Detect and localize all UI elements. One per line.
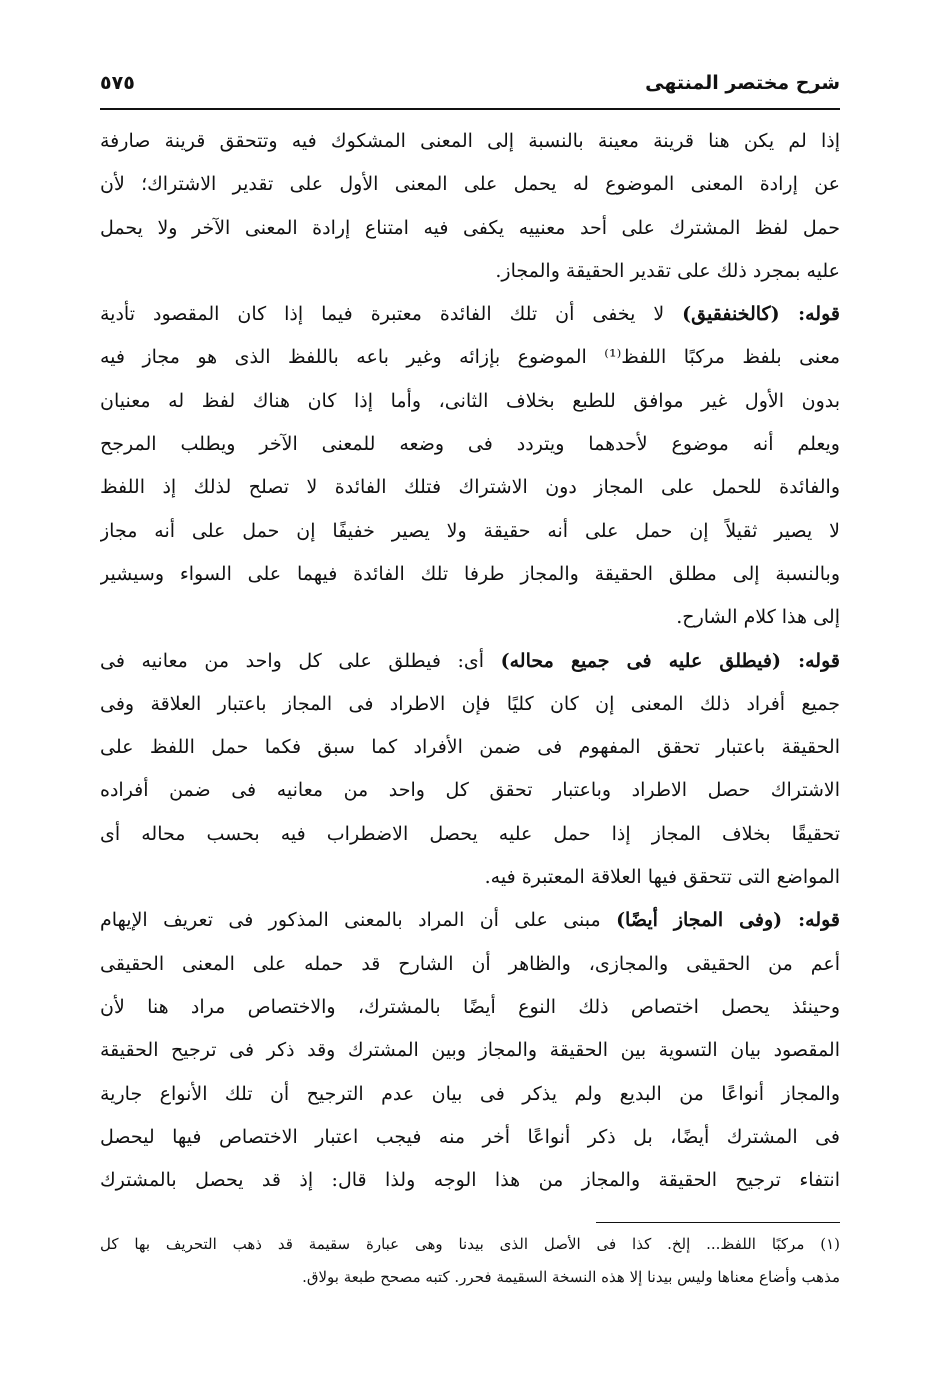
footnote-line: مذهب وأضاع معناها وليس بيدنا إلا هذه النسخة السقيمة فحرر. كتبه مصحح طبعة بولاق. — [302, 1268, 840, 1286]
text-line: المقصود بيان التسوية بين الحقيقة والمجاز وبين المشترك وقد ذكر فى ترجيح الحقيقة — [100, 1039, 840, 1062]
text-run: مبنى على أن المراد بالمعنى المذكور فى تعريف الإيهام — [100, 909, 617, 932]
text-line: عن إرادة المعنى الموضوع له يحمل على المعنى الأول على تقدير الاشتراك؛ لأن — [100, 173, 840, 196]
text-line: وبالنسبة إلى مطلق الحقيقة والمجاز طرفا تلك الفائدة فيهما على السواء وسيشير — [100, 562, 840, 585]
header-rule — [100, 108, 840, 110]
quoted-lemma: قوله: (كالخنفقيق) — [682, 303, 840, 326]
text-line: أعم من الحقيقى والمجازى، والظاهر أن الشارح قد حمله على المعنى الحقيقى — [100, 952, 840, 975]
text-line: والمجاز أنواعًا من البديع ولم يذكر فى بيان عدم الترجيح أن تلك الأنواع جارية — [100, 1082, 840, 1105]
text-line: وحينئذ يحصل اختصاص ذلك النوع أيضًا بالمشترك، والاختصاص مراد هنا لأن — [100, 995, 840, 1018]
footnotes — [100, 1228, 840, 1294]
text-line: عليه بمجرد ذلك على تقدير الحقيقة والمجاز. — [495, 259, 840, 282]
footnote-rule — [596, 1222, 840, 1223]
text-line: بدون الأول غير موافق للطبع بخلاف الثانى، وأما إذا كان هناك لفظ له معنيان — [100, 389, 840, 412]
page-number: ٥٧٥ — [100, 72, 135, 94]
quoted-lemma: قوله: (وفى المجاز أيضًا) — [616, 909, 840, 932]
text-line: جميع أفراد ذلك المعنى إن كان كليًا فإن الاطراد فى المجاز باعتبار العلاقة وفى — [100, 692, 840, 715]
text-line: ويعلم أنه موضوع لأحدهما ويتردد فى وضعه للمعنى الآخر ويطلب المرجح — [100, 433, 840, 456]
text-line — [100, 640, 840, 683]
quoted-lemma: قوله: (فيطلق عليه فى جميع محاله) — [500, 649, 840, 672]
body-text — [100, 120, 840, 1202]
text-line: والفائدة للحمل على المجاز دون الاشتراك فتلك الفائدة لا تصلح لذلك إذ اللفظ — [100, 476, 840, 499]
text-line: فى المشترك أيضًا، بل ذكر أنواعًا أخر منه فيجب اعتبار الاختصاص فيها ليحصل — [100, 1125, 840, 1148]
text-line: لا يصير ثقيلاً إن حمل على أنه حقيقة ولا يصير خفيفًا إن حمل على أنه مجاز — [100, 519, 840, 542]
text-line: المواضع التى تتحقق فيها العلاقة المعتبرة فيه. — [484, 866, 840, 889]
text-line: معنى بلفظ مركبًا اللفظ⁽¹⁾ الموضوع بإزائه وغير باعه باللفظ الذى هو مجاز فيه — [100, 346, 840, 369]
text-line: الحقيقة باعتبار تحقق المفهوم فى ضمن الأفراد كما سبق فكما حمل اللفظ على — [100, 736, 840, 759]
text-run: لا يخفى أن تلك الفائدة معتبرة فيما إذا كان المقصود تأدية — [100, 303, 683, 326]
text-line — [100, 293, 840, 336]
text-line: إلى هذا كلام الشارح. — [676, 606, 840, 629]
text-line — [100, 899, 840, 942]
text-line: إذا لم يكن هنا قرينة معينة بالنسبة إلى المعنى المشكوك فيه وتتحقق قرينة صارفة — [100, 130, 840, 152]
page-header — [100, 66, 840, 100]
text-line: الاشتراك حصل الاطراد وباعتبار تحقق كل واحد من معانيه فى ضمن أفراده — [100, 779, 840, 802]
footnote-line: (١) مركبًا اللفظ... إلخ. كذا فى الأصل الذى بيدنا وهى عبارة سقيمة قد ذهب التحريف بها كل — [100, 1235, 840, 1253]
running-title: شرح مختصر المنتهى — [645, 72, 840, 94]
text-line: انتفاء ترجيح الحقيقة والمجاز من هذا الوجه ولذا قال: إذ قد يحصل بالمشترك — [100, 1169, 840, 1192]
text-run: أى: فيطلق على كل واحد من معانيه فى — [100, 649, 501, 672]
text-line: حمل لفظ المشترك على أحد معنييه يكفى فيه امتناع إرادة المعنى الآخر ولا يحمل — [100, 216, 840, 239]
text-line: تحقيقًا بخلاف المجاز إذا حمل عليه يحصل الاضطراب فيه بحسب محاله أى — [100, 822, 840, 845]
